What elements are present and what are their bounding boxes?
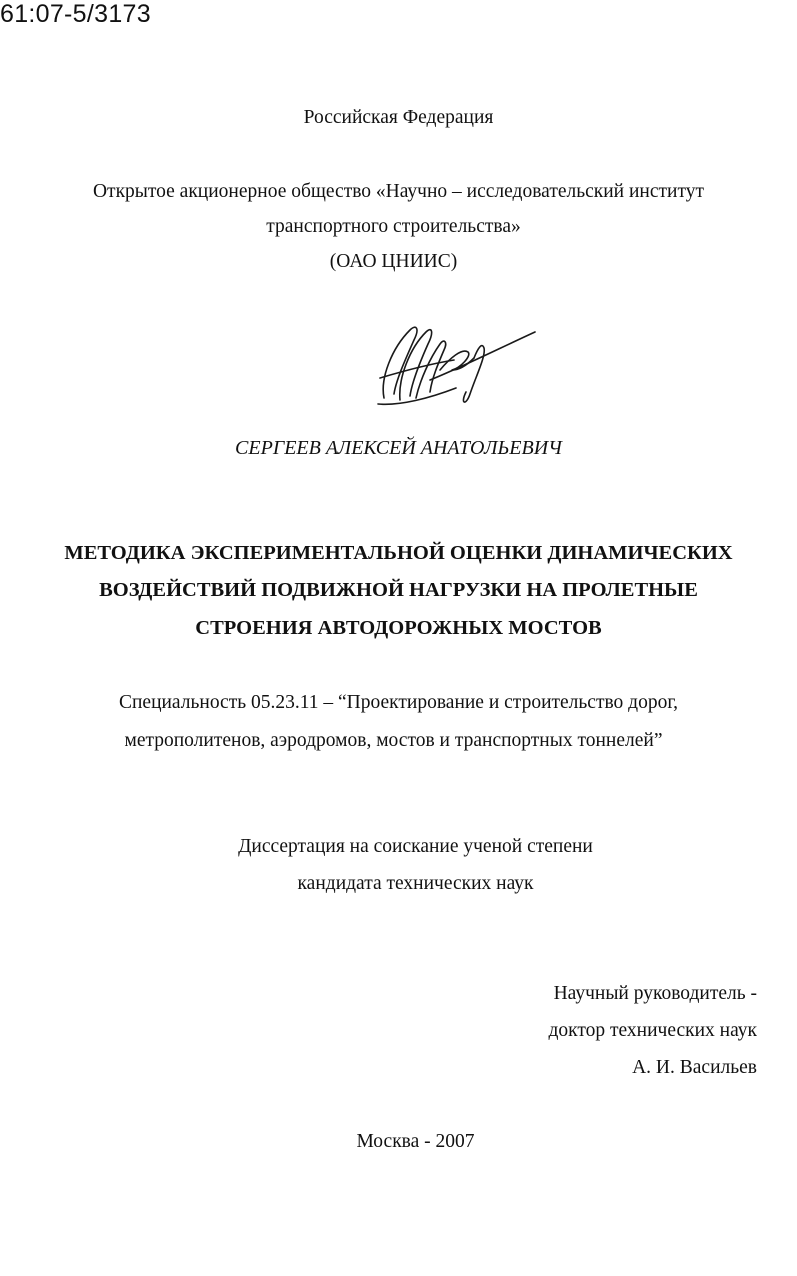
- supervisor-role: Научный руководитель -: [553, 983, 757, 1004]
- registry-code: 61:07-5/3173: [0, 0, 151, 28]
- degree-line-2: кандидата технических наук: [297, 873, 534, 894]
- specialty-line-1: Специальность 05.23.11 – “Проектирование и строительство дорог,: [118, 692, 679, 713]
- thesis-title-line-1: МЕТОДИКА ЭКСПЕРИМЕНТАЛЬНОЙ ОЦЕНКИ ДИНАМИЧЕСКИХ: [64, 542, 733, 564]
- thesis-title-line-3: СТРОЕНИЯ АВТОДОРОЖНЫХ МОСТОВ: [195, 617, 602, 639]
- organization-line-1: Открытое акционерное общество «Научно – исследовательский институт: [92, 181, 705, 202]
- organization-abbreviation: (ОАО ЦНИИС): [329, 251, 458, 272]
- city-year: Москва - 2007: [356, 1131, 475, 1152]
- signature-mark: [370, 318, 540, 408]
- thesis-title-line-2: ВОЗДЕЙСТВИЙ ПОДВИЖНОЙ НАГРУЗКИ НА ПРОЛЕТНЫЕ: [99, 579, 698, 601]
- supervisor-degree: доктор технических наук: [548, 1020, 757, 1041]
- specialty-line-2: метрополитенов, аэродромов, мостов и транспортных тоннелей”: [124, 730, 663, 751]
- author-name: СЕРГЕЕВ АЛЕКСЕЙ АНАТОЛЬЕВИЧ: [235, 437, 562, 459]
- organization-line-2: транспортного строительства»: [266, 216, 521, 237]
- degree-line-1: Диссертация на соискание ученой степени: [238, 836, 593, 857]
- country-line: Российская Федерация: [303, 107, 494, 128]
- supervisor-name: А. И. Васильев: [632, 1057, 757, 1078]
